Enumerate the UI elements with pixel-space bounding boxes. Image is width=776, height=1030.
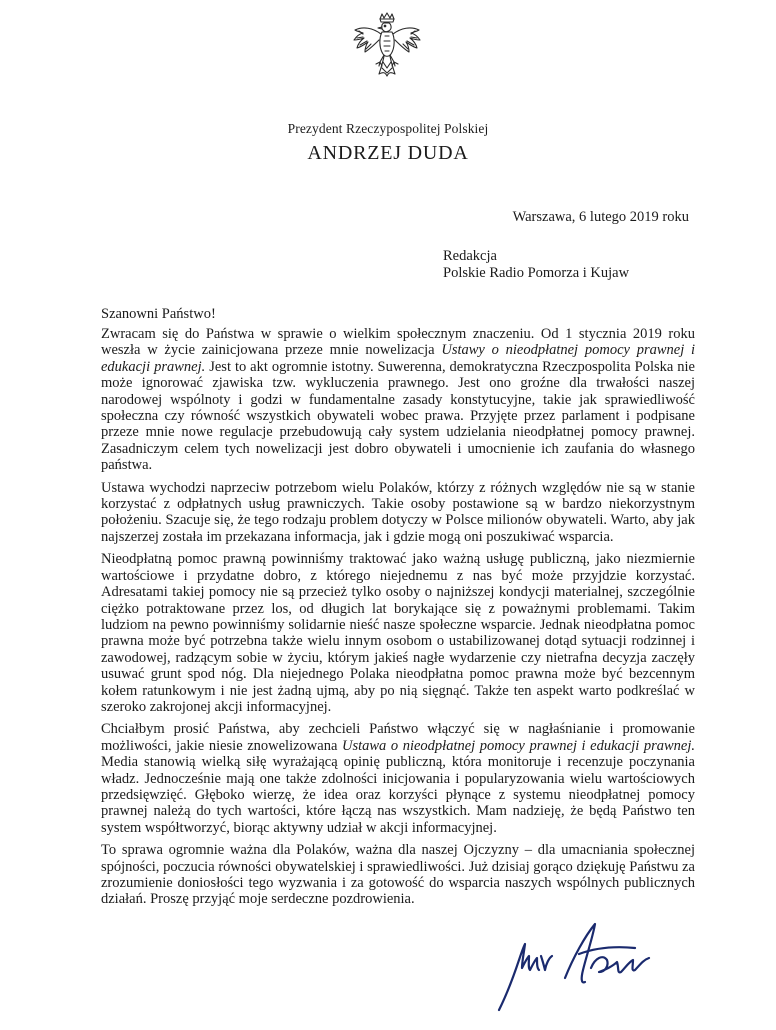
letter-body [101,326,695,914]
date-line: Warszawa, 6 lutego 2019 roku [512,209,689,225]
paragraph-4 [101,721,695,836]
recipient-line-1: Redakcja [443,248,497,264]
emblem-icon-name [349,10,350,11]
paragraph-1-text-a: Zwracam się do Państwa w sprawie o wielkim społecznym znaczeniu. Od 1 stycznia 2019 roku weszła w życie zainicjowana przeze mnie nowelizacja [101,326,695,359]
signature-icon-name [495,918,496,919]
salutation: Szanowni Państwo! [101,306,216,322]
paragraph-1 [101,326,695,474]
recipient-line-2: Polskie Radio Pomorza i Kujaw [443,265,630,281]
paragraph-2: Ustawa wychodzi naprzeciw potrzebom wielu Polaków, którzy z różnych względów nie są w stanie korzystać z odpłatnych usług prawniczych. Takie osoby postawione są w bardzo niekorzystnym położeniu. Szacuje się, że tego rodzaju problem dotyczy w Polsce milionów obywateli. Warto, aby jak najszerzej została im przekazana informacja, jak i gdzie mogą oni poszukiwać wsparcia. [101,479,695,545]
paragraph-4-act-title: Ustawa o nieodpłatnej pomocy prawnej i edukacji prawnej. [341,737,696,754]
signature-icon [495,918,710,1013]
paragraph-1-text-b: Jest to akt ogromnie istotny. Suwerenna, demokratyczna Rzeczpospolita Polska nie może ignorować zjawiska tzw. wykluczenia prawnego. Jest ono groźne dla trwałości naszej narodowej wspólnoty i godzi w fundamentalne zasady konstytucyjne, takie jak sprawiedliwość społeczna czy równość wszystkich obywateli wobec prawa. Przyjęte przez parlament i podpisane przeze mnie nowe regulacje przebudowują cały system udzielania nieodpłatnej pomocy prawnej. Zasadniczym celem tych nowelizacji jest dobro obywateli i umocnienie ich zaufania do własnego państwa. [101,358,695,474]
polish-eagle-emblem-icon [349,10,425,86]
paragraph-4-text-a: Chciałbym prosić Państwa, aby zechcieli Państwo włączyć się w nagłaśnianie i promowanie możliwości, jakie niesie znowelizowana [101,721,695,754]
president-name: ANDRZEJ DUDA [307,142,469,164]
paragraph-5: To sprawa ogromnie ważna dla Polaków, ważna dla naszej Ojczyzny – dla umacniania społecznej spójności, poczucia równości obywatelskiej i sprawiedliwości. Już dzisiaj gorąco dziękuję Państwu za zrozumienie doniosłości tego wyzwania i za gotowość do wsparcia naszych wspólnych publicznych działań. Proszę przyjąć moje serdeczne pozdrowienia. [101,842,695,908]
paragraph-1-act-title: Ustawy o nieodpłatnej pomocy prawnej i edukacji prawnej. [101,342,696,375]
president-title: Prezydent Rzeczypospolitej Polskiej [287,121,489,136]
recipient-block [443,248,629,282]
paragraph-3: Nieodpłatną pomoc prawną powinniśmy traktować jako ważną usługę publiczną, jako niezmiernie wartościowe i przydatne dobro, z którego niejednemu z nas być może przyjdzie korzystać. Adresatami takiej pomocy nie są przecież tylko osoby o najniższej kondycji materialnej, szczególnie ciężko potraktowane przez los, od długich lat borykające się z poważnymi problemami. Takim ludziom na pewno powinniśmy solidarnie nieść nasze społeczne wsparcie. Jednak nieodpłatna pomoc prawna może być potrzebna także wielu innym osobom o ustabilizowanej dotąd sytuacji rodzinnej i zawodowej, radzącym sobie w życiu, którym jakieś nagłe wydarzenie czy nietrafna decyzja zaczęły usuwać grunt spod nóg. Dla niejednego Polaka nieodpłatna pomoc prawna może być bezcennym kołem ratunkowym i nie jest żadną ujmą, aby po nią sięgnąć. Także ten aspekt warto podkreślać w szeroko zakrojonej akcji informacyjnej. [101,551,695,715]
paragraph-4-text-b: Media stanowią wielką siłę wyrażającą opinię publiczną, która monitoruje i recenzuje poczynania władz. Jednocześnie mają one także zdolności inicjowania i popularyzowania wielu wartościowych przedsięwzięć. Głęboko wierzę, że idea oraz korzyści płynące z systemu nieodpłatnej pomocy prawnej należą do tych wartości, które łączą nas wszystkich. Mam nadzieję, że będą Państwo ten system współtworzyć, biorąc aktywny udział w akcji informacyjnej. [101,754,695,836]
